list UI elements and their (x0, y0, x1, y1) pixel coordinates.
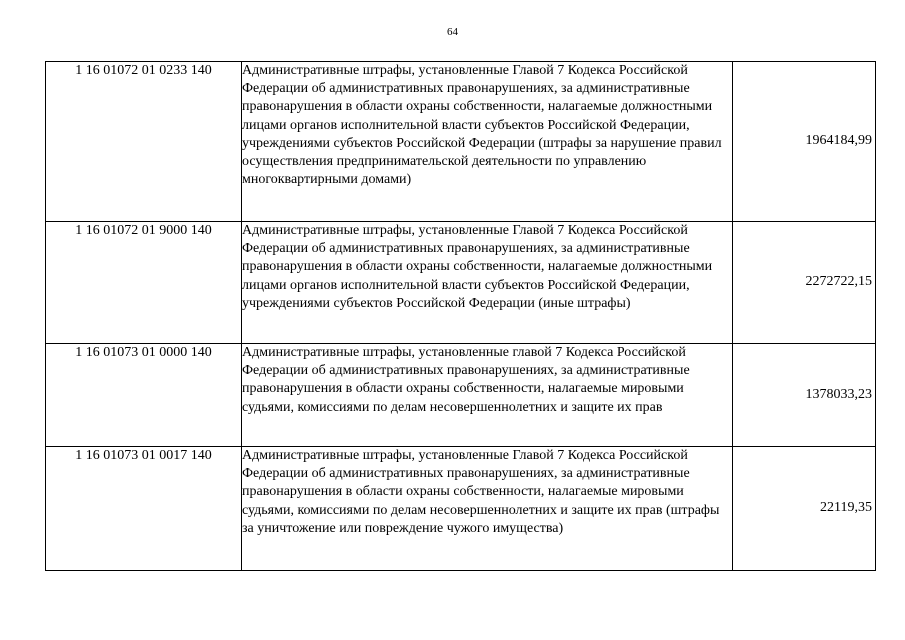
page-number: 64 (447, 26, 458, 38)
table-row (46, 222, 876, 344)
table-row (46, 447, 876, 571)
budget-revenue-table (45, 61, 876, 571)
description-cell: Административные штрафы, установленные Главой 7 Кодекса Российской Федерации об административных правонарушениях, за административные правонарушения в области охраны собственности, налагаемые должностными лицами органов исполнительной власти субъектов Российской Федерации, учреждениями субъектов Российской Федерации (штрафы за нарушение правил осуществления предпринимательской деятельности по управлению многоквартирными домами) (242, 62, 733, 222)
budget-code-cell: 1 16 01072 01 0233 140 (46, 62, 242, 222)
description-cell: Административные штрафы, установленные Главой 7 Кодекса Российской Федерации об административных правонарушениях, за административные правонарушения в области охраны собственности, налагаемые мировыми судьями, комиссиями по делам несовершеннолетних и защите их прав (штрафы за уничтожение или повреждение чужого имущества) (242, 447, 733, 571)
table-row (46, 62, 876, 222)
table-row (46, 344, 876, 447)
budget-code-cell: 1 16 01072 01 9000 140 (46, 222, 242, 344)
budget-code-cell: 1 16 01073 01 0000 140 (46, 344, 242, 447)
amount-cell: 22119,35 (733, 447, 876, 571)
description-cell: Административные штрафы, установленные главой 7 Кодекса Российской Федерации об административных правонарушениях, за административные правонарушения в области охраны собственности, налагаемые мировыми судьями, комиссиями по делам несовершеннолетних и защите их прав (242, 344, 733, 447)
amount-cell: 1964184,99 (733, 62, 876, 222)
description-cell: Административные штрафы, установленные Главой 7 Кодекса Российской Федерации об административных правонарушениях, за административные правонарушения в области охраны собственности, налагаемые должностными лицами органов исполнительной власти субъектов Российской Федерации, учреждениями субъектов Российской Федерации (иные штрафы) (242, 222, 733, 344)
budget-code-cell: 1 16 01073 01 0017 140 (46, 447, 242, 571)
amount-cell: 1378033,23 (733, 344, 876, 447)
amount-cell: 2272722,15 (733, 222, 876, 344)
